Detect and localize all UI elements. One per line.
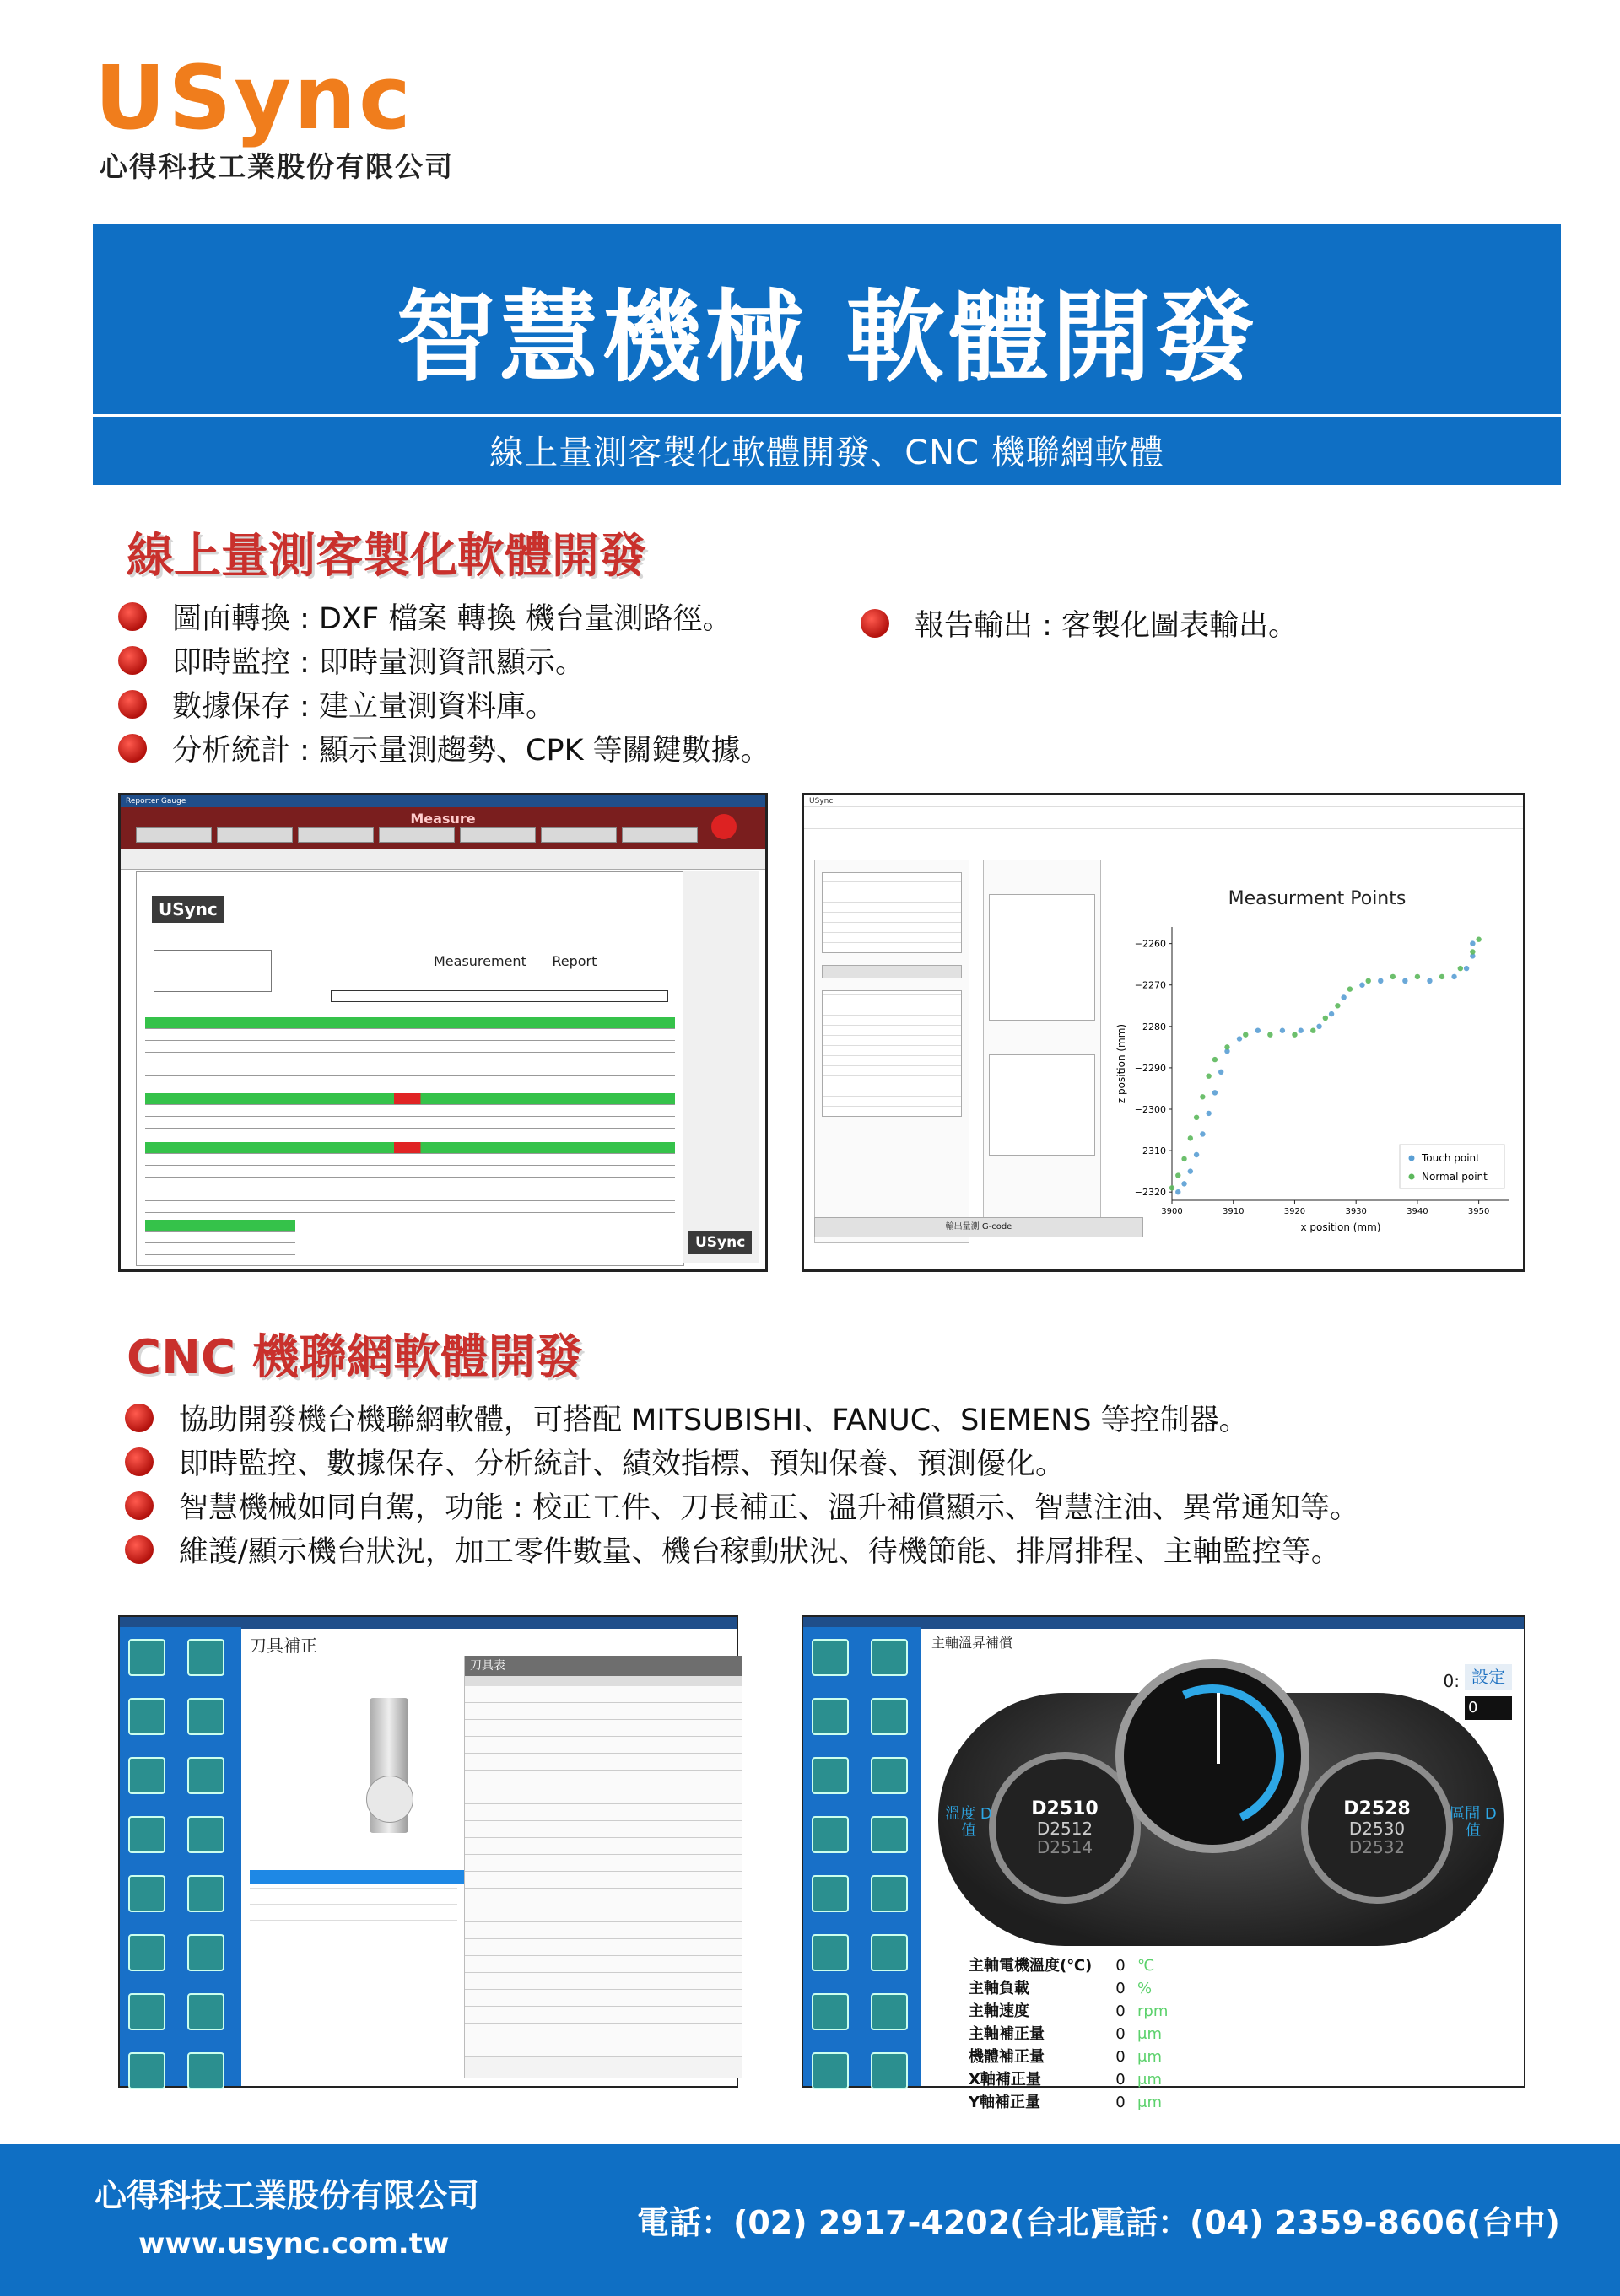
- app-icon[interactable]: [128, 2052, 165, 2089]
- app-icon[interactable]: [812, 2052, 849, 2089]
- x-tick-label: 3900: [1161, 1207, 1183, 1216]
- data-point: [1212, 1057, 1218, 1062]
- footer-company: 心得科技工業股份有限公司: [94, 2177, 480, 2214]
- data-point: [1402, 978, 1407, 984]
- banner-divider: [93, 414, 1561, 417]
- window-title: Reporter Gauge: [121, 795, 765, 807]
- data-point: [1341, 994, 1346, 1000]
- legend-marker: [1409, 1174, 1415, 1180]
- bullet-icon: [118, 602, 147, 631]
- bullet-text: 維護/顯示機台狀況，加工零件數量、機台稼動狀況、待機節能、排屑排程、主軸監控等。: [179, 1535, 1341, 1569]
- data-point: [1378, 978, 1383, 984]
- app-icon[interactable]: [871, 1993, 908, 2030]
- list-item: [861, 601, 1298, 645]
- scatter-plot: [1113, 876, 1521, 1248]
- bullet-icon: [118, 690, 147, 719]
- spindle-gauge: [930, 1668, 1512, 1988]
- app-icon[interactable]: [871, 1875, 908, 1912]
- left-d-value: D2512: [1036, 1819, 1094, 1840]
- legend-marker: [1409, 1156, 1415, 1161]
- legend-label: Normal point: [1422, 1171, 1488, 1183]
- footer-website[interactable]: www.usync.com.tw: [138, 2227, 450, 2261]
- data-point: [1175, 1189, 1180, 1194]
- tool-offset-screenshot: [118, 1615, 738, 2088]
- data-point: [1359, 983, 1364, 988]
- app-icon[interactable]: [812, 1757, 849, 1794]
- bullet-icon: [125, 1535, 154, 1564]
- set-value-field[interactable]: 0: [1465, 1696, 1512, 1720]
- cnc-bullet-list: [125, 1396, 1359, 1571]
- app-icon[interactable]: [187, 1757, 224, 1794]
- reading-row: X軸補正量 0 μm: [969, 2071, 1162, 2088]
- app-icon[interactable]: [871, 1816, 908, 1853]
- data-point: [1194, 1152, 1199, 1157]
- reading-row: 主軸負載 0 %: [969, 1980, 1153, 1997]
- app-icon[interactable]: [812, 1816, 849, 1853]
- export-gcode-button[interactable]: 輸出量測 G-code: [814, 1217, 1143, 1237]
- app-icon[interactable]: [128, 1993, 165, 2030]
- bullet-text: 分析統計 : 顯示量測趨勢、CPK 等關鍵數據。: [172, 734, 770, 768]
- list-item: [125, 1396, 1359, 1440]
- data-point: [1188, 1168, 1193, 1173]
- data-point: [1427, 978, 1432, 984]
- spindle-readings: [969, 1954, 1168, 2114]
- y-tick-label: −2310: [1134, 1145, 1166, 1157]
- header-title: Measure: [410, 811, 476, 827]
- data-point: [1188, 1135, 1193, 1140]
- right-d-gauge: [1301, 1752, 1497, 1904]
- data-point: [1415, 974, 1420, 979]
- app-icon[interactable]: [128, 1698, 165, 1735]
- logo-company-name: 心得科技工業股份有限公司: [100, 150, 454, 183]
- footer: [0, 2144, 1620, 2296]
- set-prefix: 0:: [1443, 1671, 1460, 1691]
- data-point: [1169, 1185, 1174, 1190]
- company-logo: [94, 46, 466, 189]
- right-badge: 區間 D值: [1450, 1805, 1497, 1840]
- parameter-panel: [814, 860, 969, 1243]
- list-item: [118, 595, 770, 639]
- list-item: [118, 639, 770, 682]
- y-tick-label: −2260: [1134, 938, 1166, 950]
- app-icon[interactable]: [871, 1639, 908, 1676]
- data-point: [1329, 1011, 1334, 1016]
- chart-title: Measurment Points: [1228, 888, 1407, 909]
- x-tick-label: 3920: [1283, 1207, 1306, 1216]
- data-point: [1181, 1156, 1186, 1161]
- app-icon[interactable]: [812, 1993, 849, 2030]
- app-icon[interactable]: [187, 1639, 224, 1676]
- report-side-panel: [683, 871, 759, 1263]
- reading-row: 主軸電機溫度(℃) 0 ℃: [969, 1957, 1155, 1975]
- bullet-icon: [125, 1491, 154, 1520]
- data-point: [1299, 1028, 1304, 1033]
- function-sidebar: [803, 1627, 921, 2086]
- app-icon[interactable]: [812, 1875, 849, 1912]
- data-point: [1175, 1172, 1180, 1178]
- data-point: [1323, 1016, 1328, 1021]
- list-item: [125, 1484, 1359, 1528]
- list-item: [125, 1528, 1359, 1571]
- app-icon[interactable]: [187, 1875, 224, 1912]
- title-banner: [93, 224, 1561, 485]
- bullet-text: 報告輸出 : 客製化圖表輸出。: [915, 609, 1299, 643]
- dial-needle: [1217, 1693, 1220, 1764]
- page-title: 智慧機械 軟體開發: [396, 279, 1258, 396]
- list-item: [125, 1440, 1359, 1484]
- app-icon[interactable]: [128, 1934, 165, 1971]
- data-point: [1206, 1074, 1211, 1079]
- y-tick-label: −2320: [1134, 1187, 1166, 1199]
- report-screenshot: [118, 793, 768, 1272]
- app-icon[interactable]: [812, 1934, 849, 1971]
- y-tick-label: −2270: [1134, 979, 1166, 991]
- page-subtitle: 線上量測客製化軟體開發、CNC 機聯網軟體: [489, 434, 1164, 472]
- footer-phone-taichung: 電話：(04) 2359-8606(台中): [1094, 2204, 1560, 2241]
- report-sheet: [136, 871, 684, 1266]
- footer-phone-taipei: 電話：(02) 2917-4202(台北): [637, 2204, 1104, 2241]
- y-axis-label: z position (mm): [1115, 1023, 1127, 1104]
- x-axis-label: x position (mm): [1300, 1221, 1381, 1233]
- set-button[interactable]: 設定: [1465, 1664, 1512, 1690]
- data-point: [1200, 1131, 1205, 1136]
- function-sidebar: [120, 1627, 241, 2086]
- tool-probe-image: [366, 1776, 413, 1823]
- reading-row: 主軸補正量 0 μm: [969, 2025, 1162, 2043]
- app-icon[interactable]: [187, 1816, 224, 1853]
- data-point: [1256, 1028, 1261, 1033]
- bullet-text: 協助開發機台機聯網軟體，可搭配 MITSUBISHI、FANUC、SIEMENS 等控制器。: [179, 1404, 1249, 1437]
- report-grid: [145, 1220, 295, 1255]
- list-item: [118, 726, 770, 770]
- report-grid: [145, 1189, 675, 1213]
- app-icon[interactable]: [812, 1639, 849, 1676]
- bullet-text: 數據保存 : 建立量測資料庫。: [172, 690, 556, 724]
- data-point: [1470, 949, 1475, 954]
- screen-title: 主軸溫昇補償: [932, 1635, 1013, 1651]
- spindle-screenshot: [802, 1615, 1526, 2111]
- data-point: [1476, 937, 1481, 942]
- report-grid: [145, 1093, 675, 1129]
- data-point: [1218, 1070, 1223, 1075]
- x-tick-label: 3930: [1345, 1207, 1367, 1216]
- data-point: [1335, 1003, 1340, 1008]
- list-panel: [983, 860, 1101, 1231]
- dial-arc: [1120, 1664, 1304, 1848]
- left-d-value: D2514: [1036, 1837, 1094, 1858]
- app-icon[interactable]: [128, 1816, 165, 1853]
- report-header-bar: [121, 807, 765, 849]
- data-point: [1194, 1115, 1199, 1120]
- left-badge: 溫度 D值: [945, 1805, 992, 1840]
- app-icon[interactable]: [128, 1639, 165, 1676]
- data-point: [1366, 978, 1371, 984]
- y-tick-label: −2300: [1134, 1104, 1166, 1115]
- logo-wordmark: USync: [94, 46, 413, 149]
- measurement-points-chart: [1113, 876, 1521, 1248]
- reading-row: Y軸補正量 0 μm: [969, 2094, 1162, 2111]
- app-icon[interactable]: [128, 1875, 165, 1912]
- data-point: [1243, 1032, 1248, 1037]
- left-d-value: D2510: [1031, 1798, 1099, 1819]
- data-point: [1280, 1028, 1285, 1033]
- report-heading: Measurement Report: [434, 953, 597, 969]
- window-title: USync: [804, 795, 1523, 807]
- y-tick-label: −2290: [1134, 1062, 1166, 1074]
- y-tick-label: −2280: [1134, 1021, 1166, 1032]
- right-d-value: D2532: [1348, 1837, 1406, 1858]
- data-point: [1464, 966, 1469, 971]
- data-point: [1451, 974, 1456, 979]
- data-point: [1237, 1036, 1242, 1041]
- data-point: [1390, 974, 1396, 979]
- data-point: [1224, 1044, 1229, 1049]
- report-grid: [145, 1142, 675, 1178]
- close-icon[interactable]: [711, 814, 737, 839]
- report-grid: [145, 1017, 675, 1076]
- data-point: [1316, 1024, 1321, 1029]
- report-tabs[interactable]: [121, 849, 765, 870]
- measure-bullet-right: [861, 601, 1298, 645]
- bullet-text: 圖面轉換 : DXF 檔案 轉換 機台量測路徑。: [172, 602, 732, 636]
- bullet-text: 即時監控、數據保存、分析統計、績效指標、預知保養、預測優化。: [179, 1447, 1066, 1481]
- bullet-icon: [118, 734, 147, 763]
- section-title-measure: 線上量測客製化軟體開發: [127, 529, 646, 584]
- list-item: [118, 682, 770, 726]
- data-point: [1292, 1032, 1297, 1037]
- selected-axis-row[interactable]: [250, 1870, 483, 1884]
- report-brand: USync: [152, 896, 224, 923]
- data-point: [1181, 1181, 1186, 1186]
- x-tick-label: 3940: [1407, 1207, 1428, 1216]
- measure-bullet-list: [118, 595, 770, 770]
- screen-title: 刀具補正: [250, 1636, 317, 1656]
- legend-label: Touch point: [1422, 1152, 1480, 1164]
- tool-table-title: 刀具表: [465, 1656, 742, 1676]
- bullet-icon: [125, 1404, 154, 1432]
- right-d-value: D2528: [1343, 1798, 1411, 1819]
- data-point: [1200, 1094, 1205, 1099]
- side-brand: USync: [688, 1231, 752, 1254]
- data-point: [1267, 1032, 1272, 1037]
- data-point: [1310, 1028, 1315, 1033]
- app-icon[interactable]: [871, 2052, 908, 2089]
- reading-row: 主軸速度 0 rpm: [969, 2002, 1169, 2020]
- data-point: [1212, 1090, 1218, 1095]
- app-icon[interactable]: [187, 2052, 224, 2089]
- app-icon[interactable]: [871, 1698, 908, 1735]
- app-icon[interactable]: [128, 1757, 165, 1794]
- bullet-text: 智慧機械如同自駕，功能 : 校正工件、刀長補正、溫升補償顯示、智慧注油、異常通知等。: [179, 1491, 1360, 1525]
- data-point: [1347, 986, 1353, 991]
- points-screenshot: [802, 793, 1526, 1272]
- app-icon[interactable]: [812, 1698, 849, 1735]
- data-point: [1458, 966, 1463, 971]
- tool-table: [464, 1656, 742, 2078]
- app-icon[interactable]: [871, 1934, 908, 1971]
- bullet-icon: [861, 609, 889, 638]
- section-title-cnc: CNC 機聯網軟體開發: [127, 1330, 583, 1385]
- data-point: [1470, 940, 1475, 946]
- x-tick-label: 3950: [1467, 1207, 1490, 1216]
- app-icon[interactable]: [187, 1698, 224, 1735]
- data-point: [1206, 1111, 1211, 1116]
- right-d-value: D2530: [1348, 1819, 1406, 1840]
- x-tick-label: 3910: [1223, 1207, 1245, 1216]
- app-icon[interactable]: [187, 1934, 224, 1971]
- main-dial: [1115, 1659, 1310, 1853]
- app-icon[interactable]: [187, 1993, 224, 2030]
- bullet-icon: [125, 1447, 154, 1476]
- app-icon[interactable]: [871, 1757, 908, 1794]
- reading-row: 機體補正量 0 μm: [969, 2048, 1162, 2066]
- bullet-text: 即時監控 : 即時量測資訊顯示。: [172, 646, 586, 680]
- bullet-icon: [118, 646, 147, 675]
- data-point: [1439, 974, 1444, 979]
